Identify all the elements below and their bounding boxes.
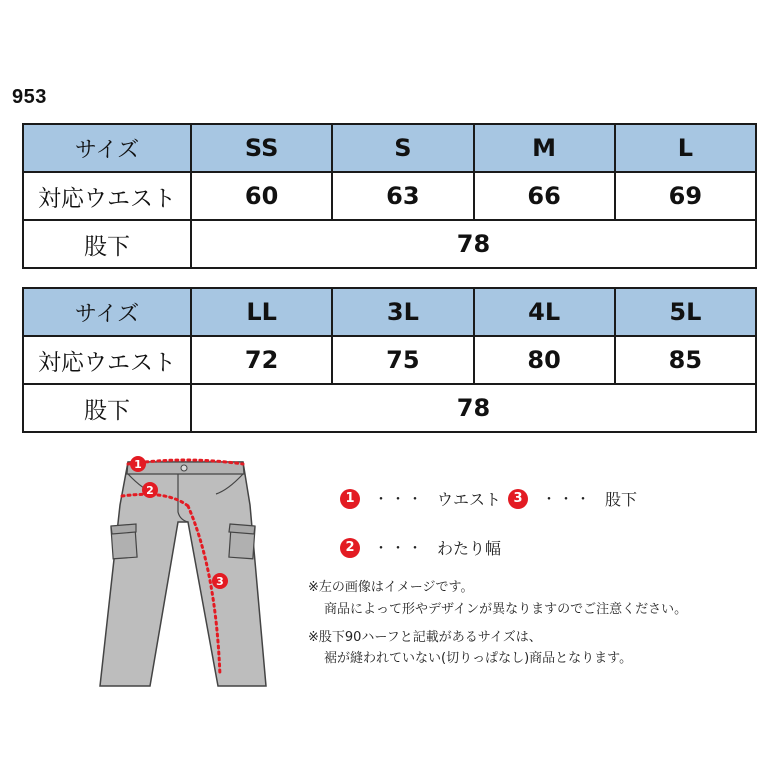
- waist-cell: 72: [191, 336, 332, 384]
- note-line-1: ※左の画像はイメージです。: [308, 580, 474, 595]
- legend-badge: 2: [340, 538, 360, 558]
- size-cell: 5L: [615, 288, 756, 336]
- marker-2-label: 2: [146, 484, 154, 497]
- note-line-4: 裾が縫われていない(切りっぱなし)商品となります。: [324, 651, 633, 666]
- inseam-label: 股下: [23, 384, 191, 432]
- legend-thigh: [340, 536, 501, 559]
- waist-label: 対応ウエスト: [23, 336, 191, 384]
- legend-waist: [340, 487, 501, 510]
- inseam-value: 78: [191, 384, 756, 432]
- waist-cell: 66: [474, 172, 615, 220]
- size-header-row: [23, 288, 756, 336]
- pants-illustration: [98, 450, 268, 690]
- size-cell: 4L: [474, 288, 615, 336]
- legend-dots: ・・・: [374, 491, 425, 508]
- legend-label: ウエスト: [437, 490, 502, 509]
- waist-row: [23, 336, 756, 384]
- legend-dots: ・・・: [542, 491, 593, 508]
- size-cell: LL: [191, 288, 332, 336]
- legend-dots: ・・・: [374, 540, 425, 557]
- inseam-row: [23, 220, 756, 268]
- waist-cell: 80: [474, 336, 615, 384]
- note-line-3: ※股下90ハーフと記載があるサイズは、: [308, 630, 542, 645]
- size-header-row: [23, 124, 756, 172]
- waist-cell: 75: [332, 336, 473, 384]
- inseam-label: 股下: [23, 220, 191, 268]
- marker-3-label: 3: [216, 575, 224, 588]
- size-cell: M: [474, 124, 615, 172]
- waist-cell: 69: [615, 172, 756, 220]
- note-line-2: 商品によって形やデザインが異なりますのでご注意ください。: [324, 602, 688, 617]
- legend-inseam: [508, 487, 637, 510]
- legend-badge: 3: [508, 489, 528, 509]
- size-cell: L: [615, 124, 756, 172]
- waist-cell: 63: [332, 172, 473, 220]
- inseam-value: 78: [191, 220, 756, 268]
- size-table-1: [22, 123, 757, 269]
- size-label: サイズ: [23, 288, 191, 336]
- waist-cell: 60: [191, 172, 332, 220]
- waist-cell: 85: [615, 336, 756, 384]
- waist-label: 対応ウエスト: [23, 172, 191, 220]
- marker-1-label: 1: [134, 458, 142, 471]
- size-table-2: [22, 287, 757, 433]
- product-code: 953: [12, 86, 47, 108]
- legend-badge: 1: [340, 489, 360, 509]
- size-cell: SS: [191, 124, 332, 172]
- size-label: サイズ: [23, 124, 191, 172]
- inseam-row: [23, 384, 756, 432]
- legend-label: わたり幅: [437, 539, 502, 558]
- waist-row: [23, 172, 756, 220]
- size-cell: 3L: [332, 288, 473, 336]
- legend-label: 股下: [605, 490, 638, 509]
- size-cell: S: [332, 124, 473, 172]
